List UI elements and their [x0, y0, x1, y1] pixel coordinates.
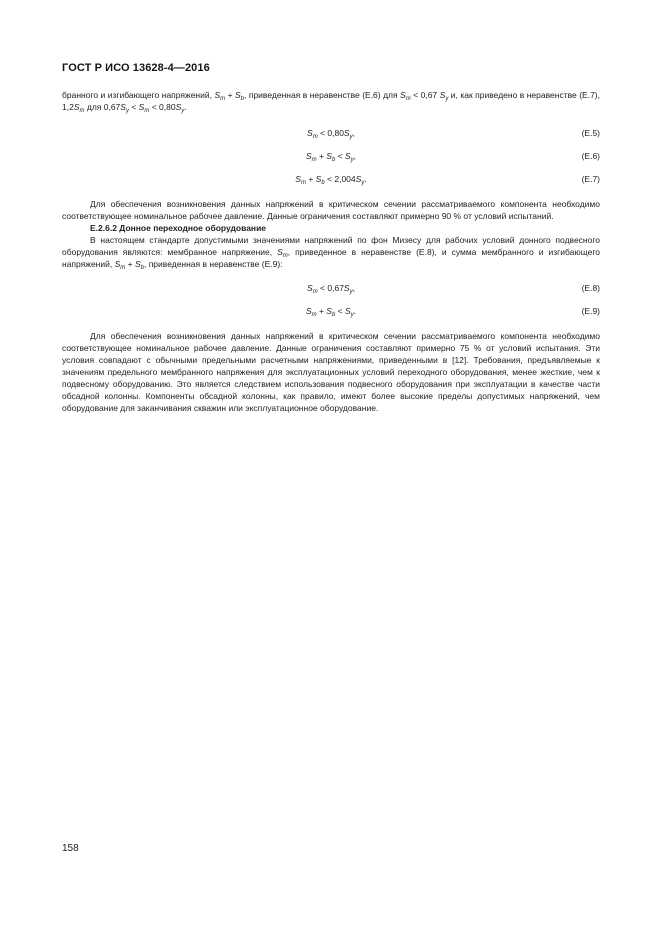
equation-e9 — [62, 305, 600, 317]
equation-e8 — [62, 282, 600, 294]
symbol: S — [277, 247, 283, 257]
text-run: . — [184, 102, 187, 112]
subscript: m — [405, 96, 411, 102]
equation-number: (E.9) — [581, 306, 600, 316]
symbol: S — [235, 90, 241, 100]
text-run: < — [128, 102, 139, 112]
equation-expression: $S_m + S_b < S_y$, — [305, 151, 357, 163]
subscript: m — [144, 108, 150, 114]
text-run: для 0,67 — [84, 102, 121, 112]
symbol: S — [439, 90, 446, 100]
subscript: m — [220, 96, 226, 102]
paragraph-e9-note: Для обеспечения возникновения данных напряжений в критическом сечении рассматриваемого компонента необходимо соответствующее номинальное рабочее давление. Данные ограничения составляют примерно 75 % от условий испытания. Эти условия совпадают с обычными предельными расчетными напряжениями, приведенными в [12]. Требования, предъявляемые к значениям предельного мембранного напряжения для эксплуатационных условий переходного оборудования, менее жесткие, чем к подвесному оборудованию. Это является следствием использования подвесного оборудования при эксплуатации в качестве части обсадной колонны. Компоненты обсадной колонны, как правило, имеют более высокие пределы допустимых напряжений, чем оборудование для заканчивания скважин или эксплуатационное оборудование. — [62, 331, 600, 413]
text-run: , приведенная в неравенстве (E.9): — [143, 259, 283, 269]
equation-number: (E.8) — [581, 283, 600, 293]
text-run: В настоящем стандарте допустимыми значениями напряжений по фон Мизесу для рабочих условий донного подвесного оборудования являются: мембранное напряжение, — [62, 235, 600, 257]
text-run: < 0,67 — [410, 90, 440, 100]
symbol: S — [120, 102, 126, 112]
subscript: b — [240, 96, 245, 102]
symbol: S — [73, 102, 80, 112]
text-run: бранного и изгибающего напряжений, — [62, 90, 215, 100]
paragraph-subsea-equipment — [62, 234, 600, 270]
document-header: ГОСТ Р ИСО 13628-4—2016 — [62, 62, 210, 74]
subsection-heading: E.2.6.2 Донное переходное оборудование — [90, 223, 267, 233]
equation-e7 — [62, 173, 600, 185]
text-run: и, как приведено в неравенстве (E.7), 1,2 — [62, 90, 600, 112]
symbol: S — [134, 259, 141, 269]
text-run: + — [225, 90, 235, 100]
equation-number: (E.5) — [581, 128, 600, 138]
document-body — [62, 89, 600, 414]
equation-expression: $S_m < 0,67S_y$, — [307, 283, 355, 295]
subscript: y — [125, 108, 129, 114]
equation-e5 — [62, 127, 600, 139]
symbol: S — [214, 90, 221, 100]
equation-number: (E.7) — [581, 174, 600, 184]
page-number: 158 — [62, 843, 79, 854]
symbol: S — [138, 102, 145, 112]
subscript: m — [79, 108, 85, 114]
subscript: y — [445, 96, 449, 102]
subscript: y — [181, 108, 185, 114]
subscript: m — [120, 265, 126, 271]
text-run: < 0,80 — [149, 102, 176, 112]
text-run: + — [125, 259, 135, 269]
equation-expression: $S_m + S_b < 2,004S_y$. — [295, 174, 367, 186]
paragraph-continuation — [62, 89, 600, 113]
text-run: , приведенная в неравенстве (E.6) для — [244, 90, 401, 100]
symbol: S — [400, 90, 406, 100]
equation-e6 — [62, 150, 600, 162]
symbol: S — [114, 259, 121, 269]
subscript: b — [140, 265, 144, 271]
equation-expression: $S_m < 0,80S_y$, — [307, 128, 355, 140]
symbol: S — [175, 102, 182, 112]
equation-number: (E.6) — [581, 151, 600, 161]
text-run: , приведенное в неравенстве (E.8), и сумма мембранного и изгибающего напряжений, — [62, 247, 600, 269]
subscript: m — [282, 253, 288, 259]
paragraph-e7-note: Для обеспечения возникновения данных напряжений в критическом сечении рассматриваемого компонента необходимо соответствующее номинальное рабочее давление. Данные ограничения составляют примерно 90 % от условий испытаний. — [62, 199, 600, 221]
equation-expression: $S_m + S_b < S_y$. — [305, 306, 357, 318]
